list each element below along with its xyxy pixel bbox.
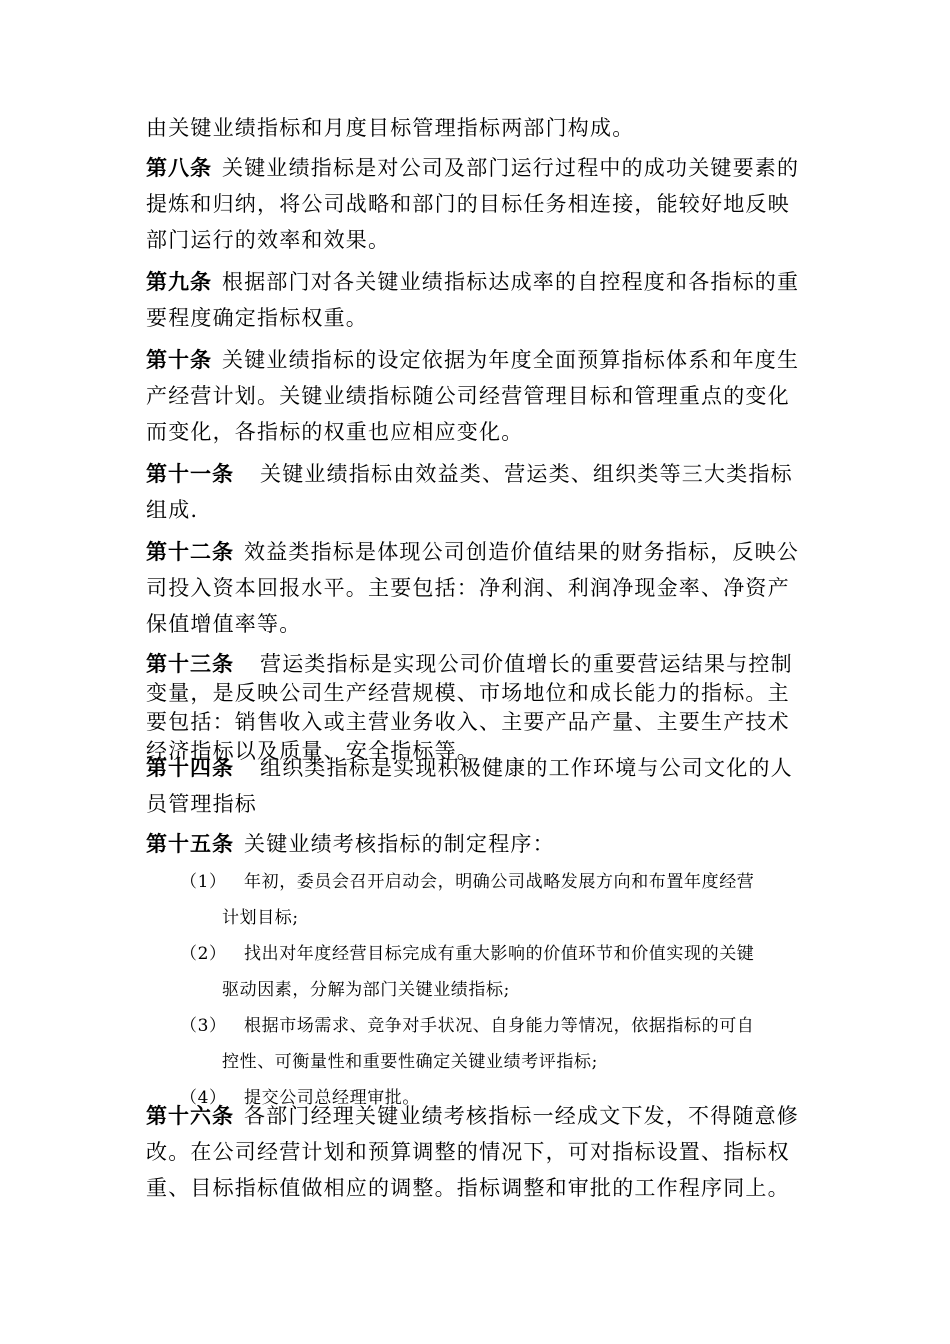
step-text: 找出对年度经营目标完成有重大影响的价值环节和价值实现的关键 <box>244 944 755 964</box>
step-continuation: 驱动因素，分解为部门关键业绩指标; <box>222 980 510 1000</box>
list-item <box>180 936 810 1008</box>
article-9 <box>146 264 810 336</box>
article-15 <box>146 826 810 862</box>
article-8 <box>146 150 810 258</box>
step-text: 根据市场需求、竞争对手状况、自身能力等情况，依据指标的可自 <box>244 1016 755 1036</box>
article-text: 关键业绩指标的设定依据为年度全面预算指标体系和年度生产经营计划。关键业绩指标随公司经营管理目标和管理重点的变化而变化，各指标的权重也应相应变化。 <box>146 348 800 444</box>
article-label: 第八条 <box>146 156 212 180</box>
article-label: 第十三条 <box>146 652 234 676</box>
article-16 <box>146 1098 810 1206</box>
step-text: 年初，委员会召开启动会，明确公司战略发展方向和布置年度经营 <box>244 872 755 892</box>
list-item <box>180 864 810 936</box>
article-label: 第十条 <box>146 348 212 372</box>
article-label: 第十六条 <box>146 1104 234 1128</box>
article-label: 第十一条 <box>146 462 234 486</box>
article-label: 第九条 <box>146 270 212 294</box>
step-number: （2） <box>180 944 227 964</box>
article-text: 关键业绩指标由效益类、营运类、组织类等三大类指标组成. <box>146 462 793 522</box>
article-text: 关键业绩指标是对公司及部门运行过程中的成功关键要素的提炼和归纳，将公司战略和部门的目标任务相连接，能较好地反映部门运行的效率和效果。 <box>146 156 800 252</box>
step-number: （3） <box>180 1016 227 1036</box>
article-13 <box>146 650 810 766</box>
article-14 <box>146 750 810 822</box>
step-text: 提交公司总经理审批。 <box>244 1088 420 1108</box>
step-number: （4） <box>180 1088 227 1108</box>
article-11 <box>146 456 810 528</box>
article-text: 关键业绩考核指标的制定程序： <box>244 832 555 856</box>
article-text: 组织类指标是实现积极健康的工作环境与公司文化的人员管理指标 <box>146 756 793 816</box>
article-label: 第十二条 <box>146 540 234 564</box>
article-text: 根据部门对各关键业绩指标达成率的自控程度和各指标的重要程度确定指标权重。 <box>146 270 800 330</box>
procedure-steps <box>180 864 810 1116</box>
article-label: 第十五条 <box>146 832 234 856</box>
article-12 <box>146 534 810 642</box>
article-text: 效益类指标是体现公司创造价值结果的财务指标，反映公司投入资本回报水平。主要包括：净利润、利润净现金率、净资产保值增值率等。 <box>146 540 799 636</box>
step-continuation: 计划目标; <box>222 908 299 928</box>
intro-paragraph <box>146 110 810 146</box>
step-continuation: 控性、可衡量性和重要性确定关键业绩考评指标; <box>222 1052 598 1072</box>
list-item <box>180 1008 810 1080</box>
article-text: 各部门经理关键业绩考核指标一经成文下发，不得随意修改。在公司经营计划和预算调整的情况下，可对指标设置、指标权重、目标指标值做相应的调整。指标调整和审批的工作程序同上。 <box>146 1104 799 1200</box>
step-number: （1） <box>180 872 227 892</box>
intro-text: 由关键业绩指标和月度目标管理指标两部门构成。 <box>146 116 635 140</box>
article-label: 第十四条 <box>146 756 234 780</box>
article-text: 营运类指标是实现公司价值增长的重要营运结果与控制变量，是反映公司生产经营规模、市场地位和成长能力的指标。主要包括：销售收入或主营业务收入、主要产品产量、主要生产技术经济指标以及质量、安全指标等。 <box>146 652 793 763</box>
article-10 <box>146 342 810 450</box>
